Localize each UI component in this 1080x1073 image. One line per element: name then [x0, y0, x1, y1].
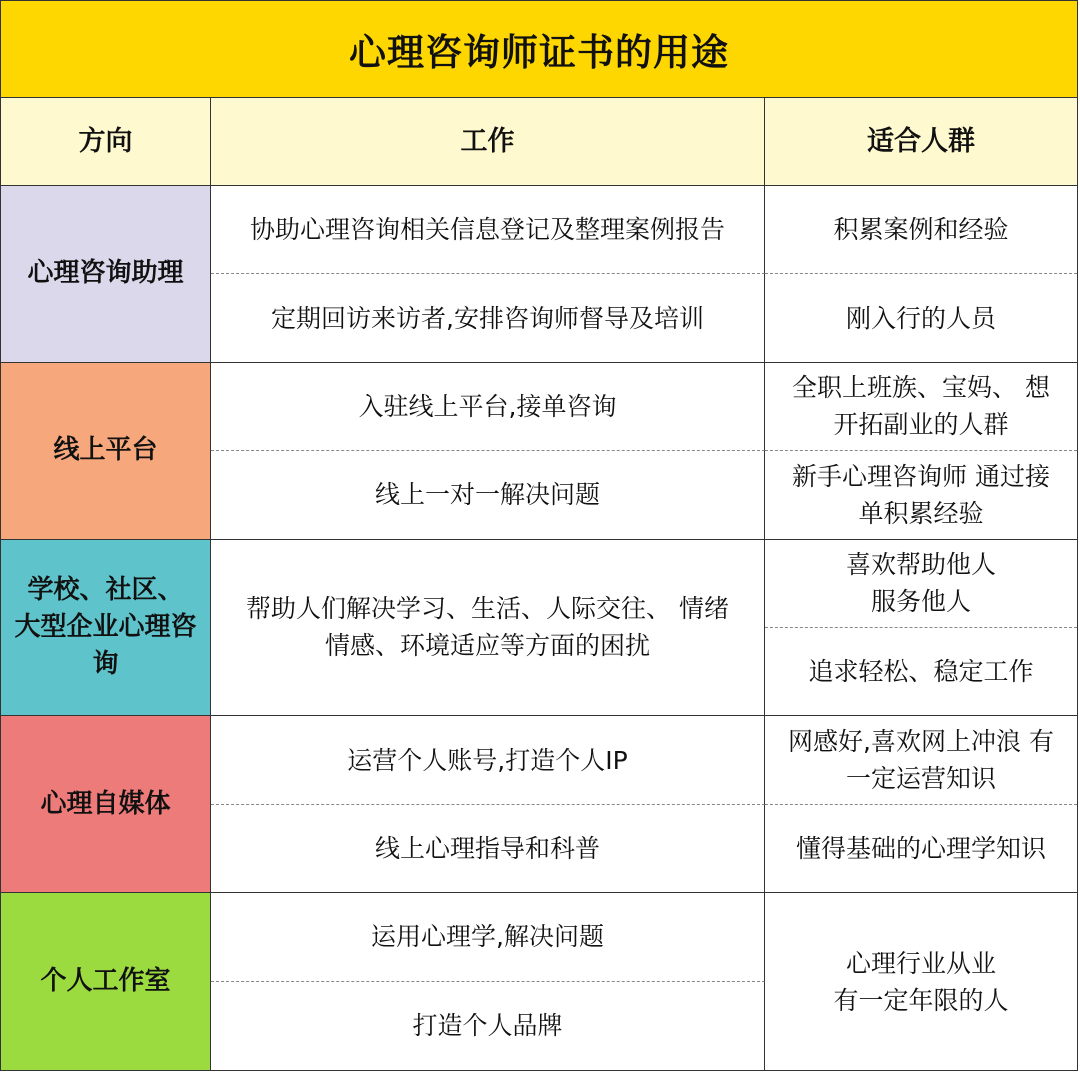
- audience-studio: 心理行业从业 有一定年限的人: [833, 948, 1009, 1015]
- direction-media: 心理自媒体: [1, 716, 211, 893]
- work-studio-2: 打造个人品牌: [211, 982, 765, 1070]
- work-online-2: 线上一对一解决问题: [211, 451, 765, 539]
- audience-online-2: 新手心理咨询师 通过接 单积累经验: [765, 451, 1077, 539]
- direction-online: 线上平台: [1, 363, 211, 540]
- work-media-2: 线上心理指导和科普: [211, 805, 765, 893]
- direction-studio: 个人工作室: [1, 893, 211, 1070]
- table-grid: [1, 98, 1077, 1070]
- direction-school: 学校、社区、 大型企业心理咨 询: [1, 540, 211, 717]
- audience-assistant-2: 刚入行的人员: [765, 274, 1077, 362]
- work-assistant-1: 协助心理咨询相关信息登记及整理案例报告: [211, 186, 765, 274]
- work-studio-1: 运用心理学,解决问题: [211, 893, 765, 981]
- audience-assistant-1: 积累案例和经验: [765, 186, 1077, 274]
- work-school: 帮助人们解决学习、生活、人际交往、 情绪 情感、环境适应等方面的困扰: [211, 540, 765, 717]
- work-online-1: 入驻线上平台,接单咨询: [211, 363, 765, 451]
- audience-media-2: 懂得基础的心理学知识: [765, 805, 1077, 893]
- table-title: 心理咨询师证书的用途: [1, 1, 1077, 98]
- direction-assistant: 心理咨询助理: [1, 186, 211, 363]
- work-media-1: 运营个人账号,打造个人IP: [211, 716, 765, 804]
- audience-school-1: 喜欢帮助他人 服务他人: [765, 540, 1077, 628]
- audience-media-1: 网感好,喜欢网上冲浪 有 一定运营知识: [765, 716, 1077, 804]
- header-work: 工作: [211, 98, 765, 186]
- work-assistant-2: 定期回访来访者,安排咨询师督导及培训: [211, 274, 765, 362]
- audience-school-2: 追求轻松、稳定工作: [765, 628, 1077, 716]
- header-direction: 方向: [1, 98, 211, 186]
- header-audience: 适合人群: [765, 98, 1077, 186]
- audience-online-1: 全职上班族、宝妈、 想 开拓副业的人群: [765, 363, 1077, 451]
